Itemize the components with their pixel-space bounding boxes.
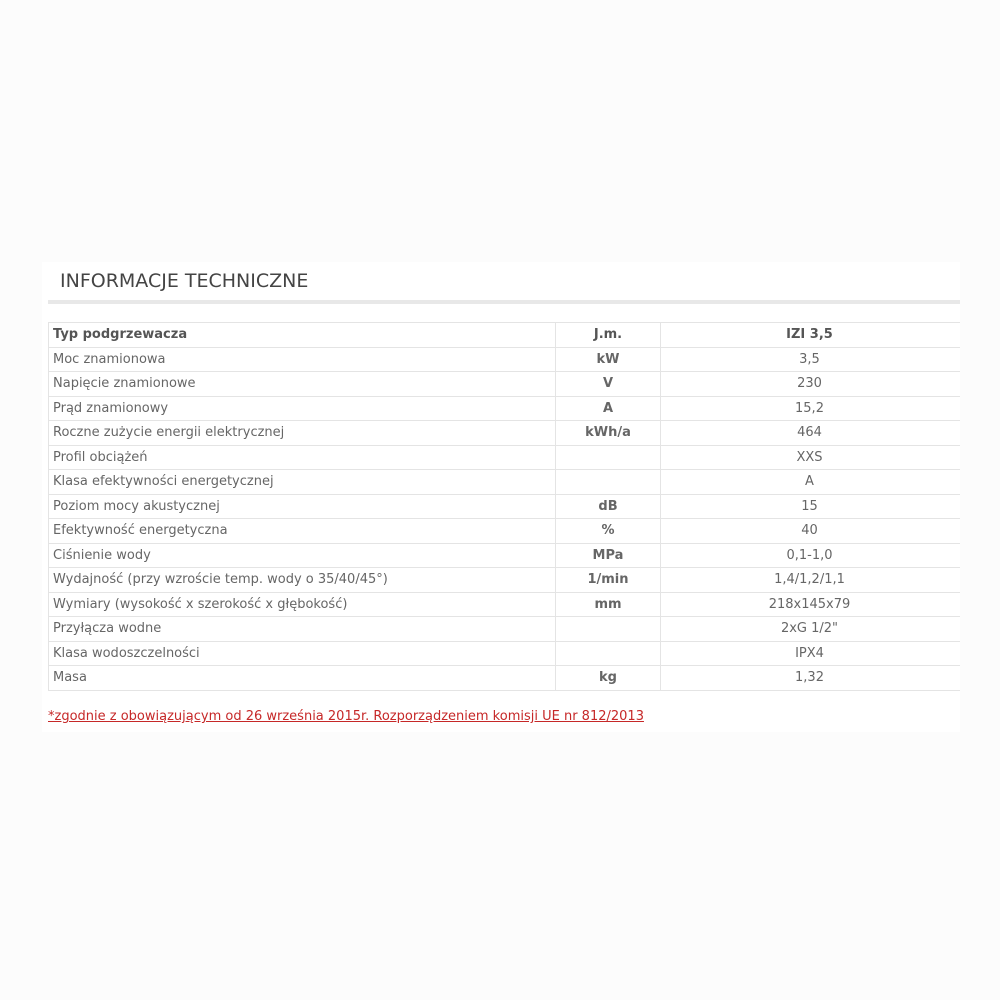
- spec-value-cell: 40: [661, 519, 961, 544]
- technical-info-panel: [42, 262, 960, 732]
- spec-value-cell: 15: [661, 494, 961, 519]
- header-value-cell: IZI 3,5: [661, 323, 961, 348]
- spec-unit-cell: MPa: [556, 543, 661, 568]
- header-unit-cell: J.m.: [556, 323, 661, 348]
- spec-unit-cell: %: [556, 519, 661, 544]
- table-row: [49, 494, 961, 519]
- section-title: INFORMACJE TECHNICZNE: [60, 270, 309, 292]
- regulation-footnote-link[interactable]: *zgodnie z obowiązującym od 26 września 2015r. Rozporządzeniem komisji UE nr 812/2013: [48, 709, 644, 724]
- spec-unit-cell: kWh/a: [556, 421, 661, 446]
- spec-value-cell: 230: [661, 372, 961, 397]
- table-row: [49, 568, 961, 593]
- spec-unit-cell: [556, 470, 661, 495]
- table-row: [49, 666, 961, 691]
- spec-value-cell: 2xG 1/2": [661, 617, 961, 642]
- table-row: [49, 470, 961, 495]
- spec-table: [48, 322, 960, 691]
- header-name-cell: Typ podgrzewacza: [49, 323, 556, 348]
- table-row: [49, 445, 961, 470]
- spec-value-cell: 3,5: [661, 347, 961, 372]
- spec-unit-cell: kW: [556, 347, 661, 372]
- table-row: [49, 396, 961, 421]
- table-row: [49, 421, 961, 446]
- spec-unit-cell: [556, 445, 661, 470]
- spec-name-cell: Napięcie znamionowe: [49, 372, 556, 397]
- spec-table-header-row: [49, 323, 961, 348]
- table-row: [49, 641, 961, 666]
- spec-value-cell: 1,4/1,2/1,1: [661, 568, 961, 593]
- spec-name-cell: Profil obciążeń: [49, 445, 556, 470]
- spec-unit-cell: mm: [556, 592, 661, 617]
- spec-name-cell: Poziom mocy akustycznej: [49, 494, 556, 519]
- table-row: [49, 592, 961, 617]
- spec-name-cell: Moc znamionowa: [49, 347, 556, 372]
- spec-value-cell: 1,32: [661, 666, 961, 691]
- spec-name-cell: Masa: [49, 666, 556, 691]
- table-row: [49, 543, 961, 568]
- spec-value-cell: 218x145x79: [661, 592, 961, 617]
- table-row: [49, 372, 961, 397]
- spec-unit-cell: kg: [556, 666, 661, 691]
- table-row: [49, 617, 961, 642]
- spec-unit-cell: dB: [556, 494, 661, 519]
- table-row: [49, 519, 961, 544]
- spec-name-cell: Klasa wodoszczelności: [49, 641, 556, 666]
- spec-name-cell: Wymiary (wysokość x szerokość x głębokość): [49, 592, 556, 617]
- spec-value-cell: IPX4: [661, 641, 961, 666]
- spec-unit-cell: [556, 617, 661, 642]
- spec-value-cell: A: [661, 470, 961, 495]
- table-row: [49, 347, 961, 372]
- spec-value-cell: XXS: [661, 445, 961, 470]
- spec-value-cell: 464: [661, 421, 961, 446]
- spec-unit-cell: [556, 641, 661, 666]
- spec-name-cell: Wydajność (przy wzroście temp. wody o 35/40/45°): [49, 568, 556, 593]
- title-divider: [48, 300, 960, 304]
- spec-name-cell: Roczne zużycie energii elektrycznej: [49, 421, 556, 446]
- spec-unit-cell: 1/min: [556, 568, 661, 593]
- spec-name-cell: Efektywność energetyczna: [49, 519, 556, 544]
- spec-name-cell: Prąd znamionowy: [49, 396, 556, 421]
- spec-name-cell: Klasa efektywności energetycznej: [49, 470, 556, 495]
- spec-unit-cell: A: [556, 396, 661, 421]
- spec-name-cell: Ciśnienie wody: [49, 543, 556, 568]
- spec-name-cell: Przyłącza wodne: [49, 617, 556, 642]
- spec-unit-cell: V: [556, 372, 661, 397]
- spec-value-cell: 15,2: [661, 396, 961, 421]
- spec-value-cell: 0,1-1,0: [661, 543, 961, 568]
